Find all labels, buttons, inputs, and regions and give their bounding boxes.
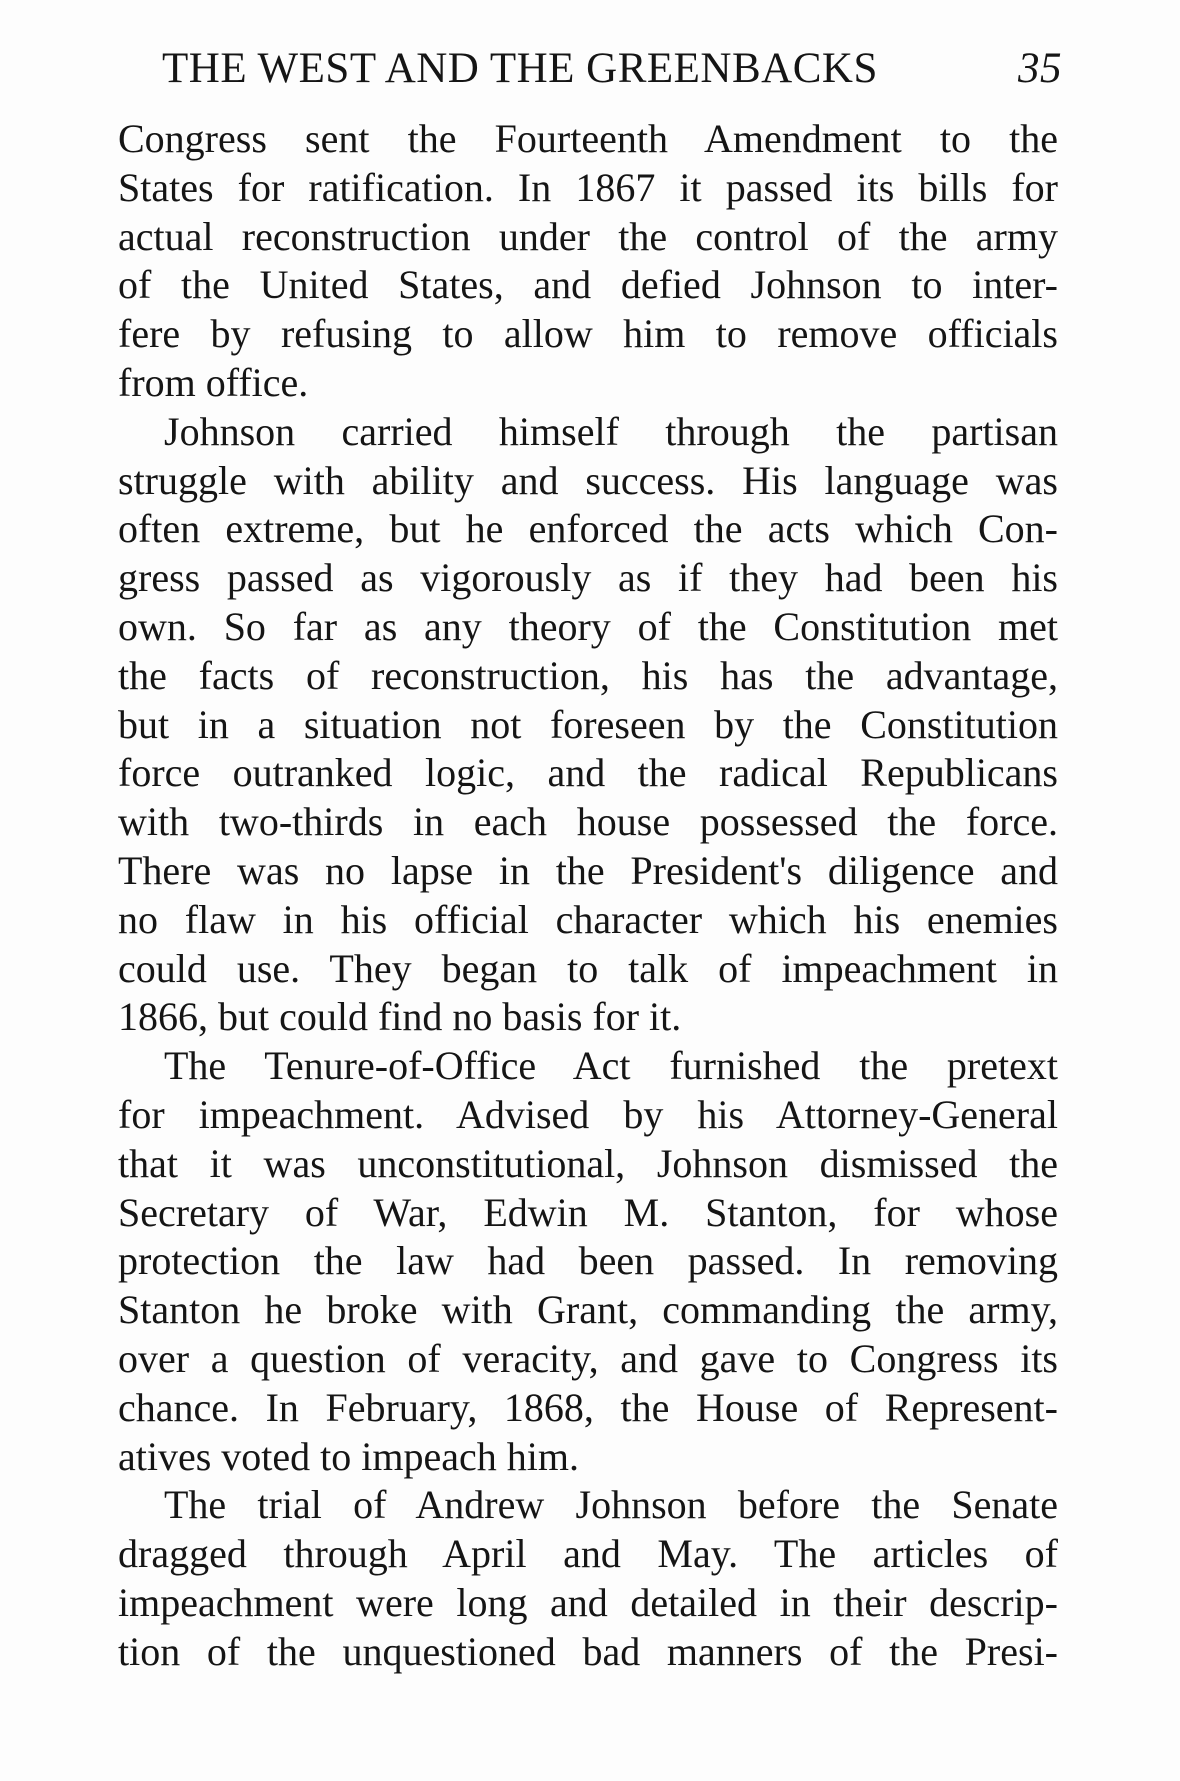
running-head-title: THE WEST AND THE GREENBACKS: [162, 45, 878, 92]
text-line: of the United States, and defied Johnson to inter-: [118, 262, 1058, 308]
text-line: from office.: [118, 359, 309, 405]
paragraph: [118, 1481, 1058, 1676]
paragraph: [118, 1042, 1058, 1481]
text-line: 1866, but could find no basis for it.: [118, 994, 682, 1040]
text-line: Stanton he broke with Grant, commanding the army,: [118, 1287, 1058, 1333]
text-line: for impeachment. Advised by his Attorney-General: [118, 1091, 1058, 1137]
text-line: own. So far as any theory of the Constitution met: [118, 603, 1058, 649]
text-line: force outranked logic, and the radical Republicans: [118, 750, 1058, 796]
paragraph: [118, 408, 1058, 1042]
text-line: protection the law had been passed. In removing: [118, 1238, 1058, 1284]
text-line: often extreme, but he enforced the acts which Con-: [118, 506, 1058, 552]
text-line: There was no lapse in the President's diligence and: [118, 847, 1058, 893]
text-line: States for ratification. In 1867 it passed its bills for: [118, 164, 1058, 210]
paragraph: [118, 115, 1058, 408]
text-line: The trial of Andrew Johnson before the Senate: [164, 1482, 1058, 1528]
text-line: but in a situation not foreseen by the Constitution: [118, 701, 1058, 747]
text-line: that it was unconstitutional, Johnson dismissed the: [118, 1140, 1058, 1186]
text-line: fere by refusing to allow him to remove officials: [118, 311, 1058, 357]
text-line: tion of the unquestioned bad manners of the Presi-: [118, 1628, 1058, 1674]
text-line: actual reconstruction under the control of the army: [118, 213, 1058, 259]
text-line: chance. In February, 1868, the House of Represent-: [118, 1384, 1058, 1430]
text-line: no flaw in his official character which his enemies: [118, 896, 1058, 942]
text-line: with two-thirds in each house possessed the force.: [118, 799, 1058, 845]
text-line: Congress sent the Fourteenth Amendment to the: [118, 116, 1058, 161]
text-line: the facts of reconstruction, his has the advantage,: [118, 652, 1058, 698]
text-line: impeachment were long and detailed in their descrip-: [118, 1579, 1058, 1625]
text-line: Johnson carried himself through the partisan: [164, 408, 1058, 454]
text-line: The Tenure-of-Office Act furnished the pretext: [164, 1043, 1058, 1089]
text-line: gress passed as vigorously as if they had been his: [118, 555, 1058, 601]
text-line: struggle with ability and success. His language was: [118, 457, 1058, 503]
text-line: dragged through April and May. The articles of: [118, 1531, 1058, 1577]
text-line: atives voted to impeach him.: [118, 1433, 579, 1479]
page-number: 35: [1018, 45, 1062, 92]
text-line: over a question of veracity, and gave to Congress its: [118, 1335, 1058, 1381]
body-text: [118, 115, 1058, 1677]
running-head: [162, 44, 1062, 104]
text-line: Secretary of War, Edwin M. Stanton, for whose: [118, 1189, 1058, 1235]
text-line: could use. They began to talk of impeachment in: [118, 945, 1058, 991]
